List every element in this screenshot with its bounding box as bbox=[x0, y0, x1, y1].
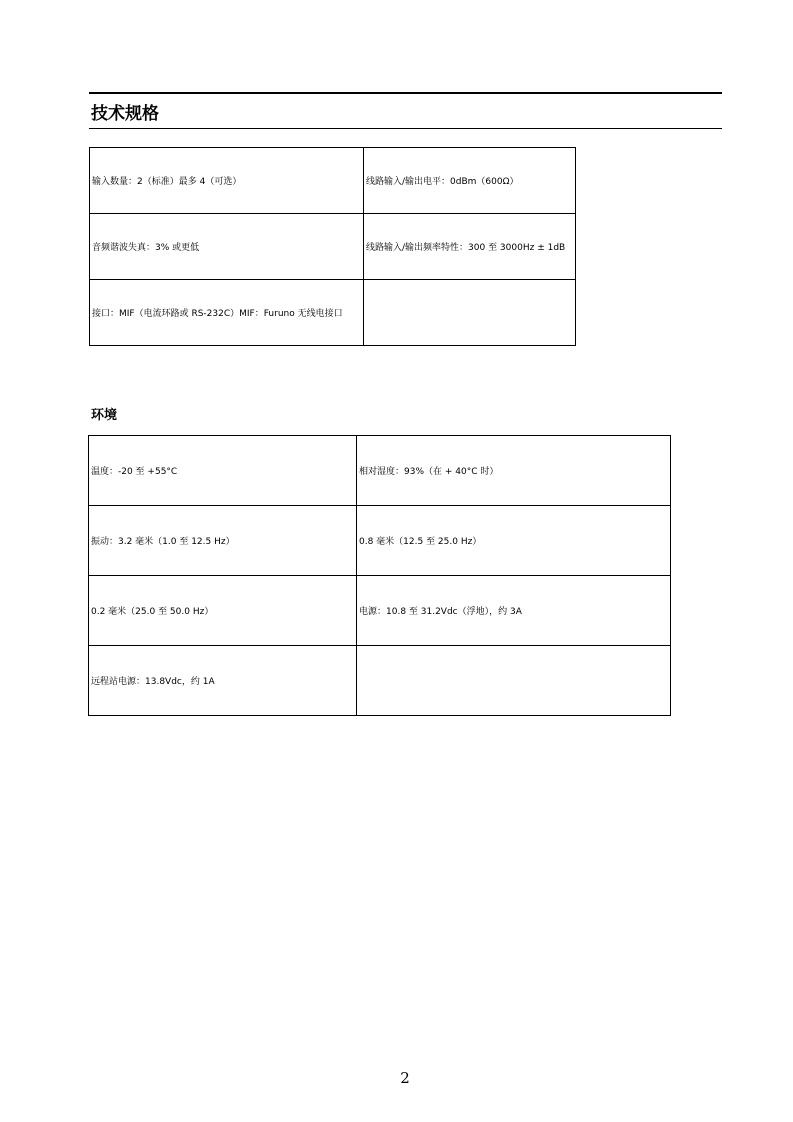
page-number: 2 bbox=[400, 1069, 410, 1087]
environment-cell: 0.8 毫米（12.5 至 25.0 Hz） bbox=[357, 506, 671, 576]
environment-cell: 0.2 毫米（25.0 至 50.0 Hz） bbox=[89, 576, 357, 646]
spec-cell: 输入数量：2（标准）最多 4（可选） bbox=[90, 148, 364, 214]
title-bottom-rule bbox=[89, 128, 722, 129]
environment-cell: 相对湿度：93%（在 + 40°C 时） bbox=[357, 436, 671, 506]
environment-cell bbox=[357, 646, 671, 716]
spec-cell: 接口：MIF（电流环路或 RS-232C）MIF：Furuno 无线电接口 bbox=[90, 280, 364, 346]
environment-cell: 振动：3.2 毫米（1.0 至 12.5 Hz） bbox=[89, 506, 357, 576]
spec-cell: 音频谐波失真：3% 或更低 bbox=[90, 214, 364, 280]
table-row bbox=[89, 436, 671, 506]
table-row bbox=[89, 506, 671, 576]
spec-cell: 线路输入/输出频率特性：300 至 3000Hz ± 1dB bbox=[364, 214, 576, 280]
table-row bbox=[90, 280, 576, 346]
table-row bbox=[90, 148, 576, 214]
environment-title: 环境 bbox=[91, 408, 118, 423]
page-title: 技术规格 bbox=[91, 104, 159, 124]
table-row bbox=[90, 214, 576, 280]
environment-cell: 远程站电源：13.8Vdc，约 1A bbox=[89, 646, 357, 716]
spec-cell: 线路输入/输出电平：0dBm（600Ω） bbox=[364, 148, 576, 214]
environment-cell: 电源：10.8 至 31.2Vdc（浮地），约 3A bbox=[357, 576, 671, 646]
table-row bbox=[89, 646, 671, 716]
spec-cell bbox=[364, 280, 576, 346]
table-row bbox=[89, 576, 671, 646]
environment-table bbox=[88, 435, 671, 716]
title-top-rule bbox=[89, 92, 722, 94]
environment-cell: 温度：-20 至 +55°C bbox=[89, 436, 357, 506]
spec-table bbox=[89, 147, 576, 346]
